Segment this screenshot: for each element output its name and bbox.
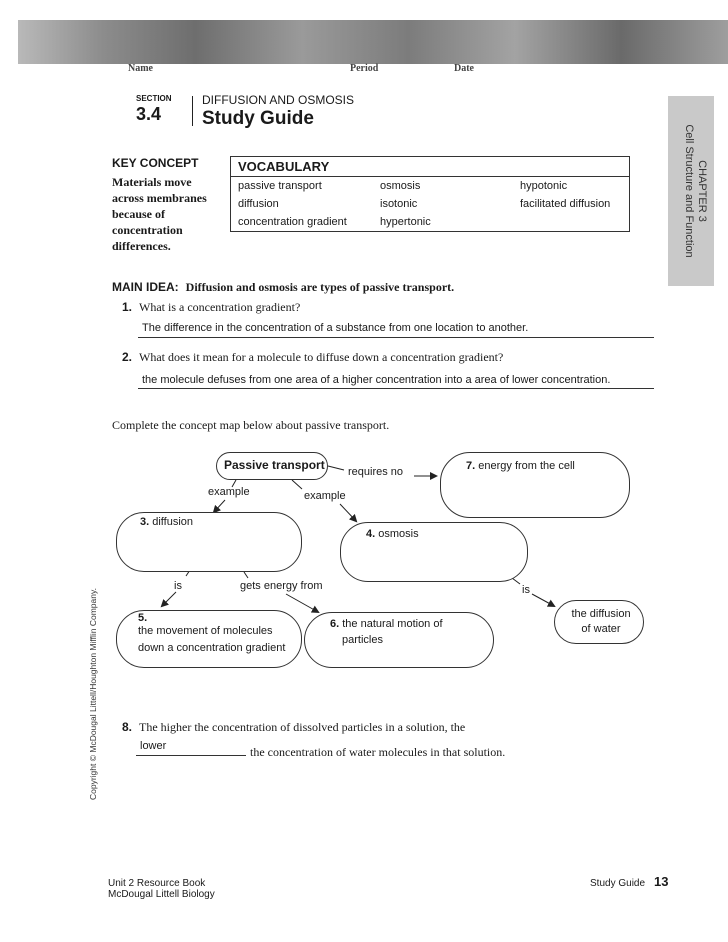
water-box-content [568,607,634,637]
box-number: 6. [330,618,340,630]
box-4-content [366,528,419,540]
period-label: Period [350,63,379,74]
box-number: 4. [366,528,376,540]
box-answer-line: down a concentration gradient [138,642,286,654]
vocab-term: passive transport [238,180,322,192]
link-label-example-right: example [304,490,346,502]
page-title: Study Guide [202,108,314,129]
answer-line [136,755,246,756]
vocab-term: concentration gradient [238,216,347,228]
concept-map-instruction: Complete the concept map below about passive transport. [112,418,390,432]
box-answer-line: the natural motion of [342,618,443,630]
chapter-number: CHAPTER 3 [696,160,708,222]
vocab-term: facilitated diffusion [520,198,611,210]
main-idea-text: Diffusion and osmosis are types of passive transport. [185,280,455,294]
footer-book: Unit 2 Resource Book [108,878,206,889]
vocab-term: diffusion [238,198,279,210]
connector-line [244,572,248,578]
link-label-requires: requires no [348,466,404,478]
question-text: The higher the concentration of dissolved particles in a solution, the [139,720,466,734]
box-number: 7. [466,460,476,472]
answer-1[interactable]: The difference in the concentration of a substance from one location to another. [142,322,529,334]
box-answer: osmosis [378,528,419,540]
page-number: 13 [654,874,669,889]
section-label: SECTION [136,94,172,103]
arrow-to-box6 [286,594,318,612]
box-number: 3. [140,516,150,528]
section-subtitle: DIFFUSION AND OSMOSIS [202,93,355,107]
box-answer: energy from the cell [478,460,575,472]
chapter-title: Cell Structure and Function [683,124,695,258]
box-6-content [330,616,443,648]
link-label-is-left: is [174,580,182,592]
question-text: What is a concentration gradient? [139,300,301,314]
main-idea-label: MAIN IDEA: [112,280,179,294]
question-8-continued: the concentration of water molecules in that solution. [250,745,506,759]
answer-2[interactable]: the molecule defuses from one area of a higher concentration into a area of lower concentration. [142,374,611,386]
connector-line [292,480,302,489]
key-concept-text: Materials move across membranes because of concentration differences. [112,175,207,253]
box-answer-line: particles [342,634,383,646]
arrow-to-box5 [162,592,176,606]
footer-publisher: McDougal Littell Biology [108,889,215,900]
water-box-line: the diffusion [571,608,631,620]
arrow-to-box4 [340,504,356,521]
section-number: 3.4 [136,104,162,124]
question-number: 2. [122,350,133,364]
vocab-term: hypotonic [520,180,568,192]
name-label: Name [128,63,153,74]
link-label-example-left: example [208,486,250,498]
footer-right-label: Study Guide [590,878,646,889]
copyright-notice: Copyright © McDougal Littell/Houghton Mifflin Company. [88,588,98,800]
vocabulary-heading: VOCABULARY [238,159,330,174]
vocab-term: hypertonic [380,216,431,228]
key-concept-heading: KEY CONCEPT [112,156,199,170]
footer-left [108,878,215,900]
connector-line [328,466,344,470]
vocab-term: osmosis [380,180,421,192]
link-label-is-right: is [522,584,530,596]
box-number: 5. [138,612,148,624]
question-text: What does it mean for a molecule to diffuse down a concentration gradient? [139,350,504,364]
water-box-line: of water [581,623,621,635]
question-number: 8. [122,720,133,734]
date-label: Date [454,63,474,74]
question-8 [122,720,465,735]
box-5-content [138,612,285,655]
vocab-term: isotonic [380,198,418,210]
root-node-label: Passive transport [224,458,325,472]
box-answer: diffusion [152,516,194,528]
box-3-content [140,516,193,528]
arrow-to-water-box [532,594,554,606]
box-7-content [466,460,575,472]
answer-8[interactable]: lower [140,740,167,752]
arrow-to-box3 [214,500,225,512]
link-label-gets-energy: gets energy from [240,580,323,592]
question-number: 1. [122,300,133,314]
box-answer-line: the movement of molecules [138,625,273,637]
connector-line [512,578,520,584]
